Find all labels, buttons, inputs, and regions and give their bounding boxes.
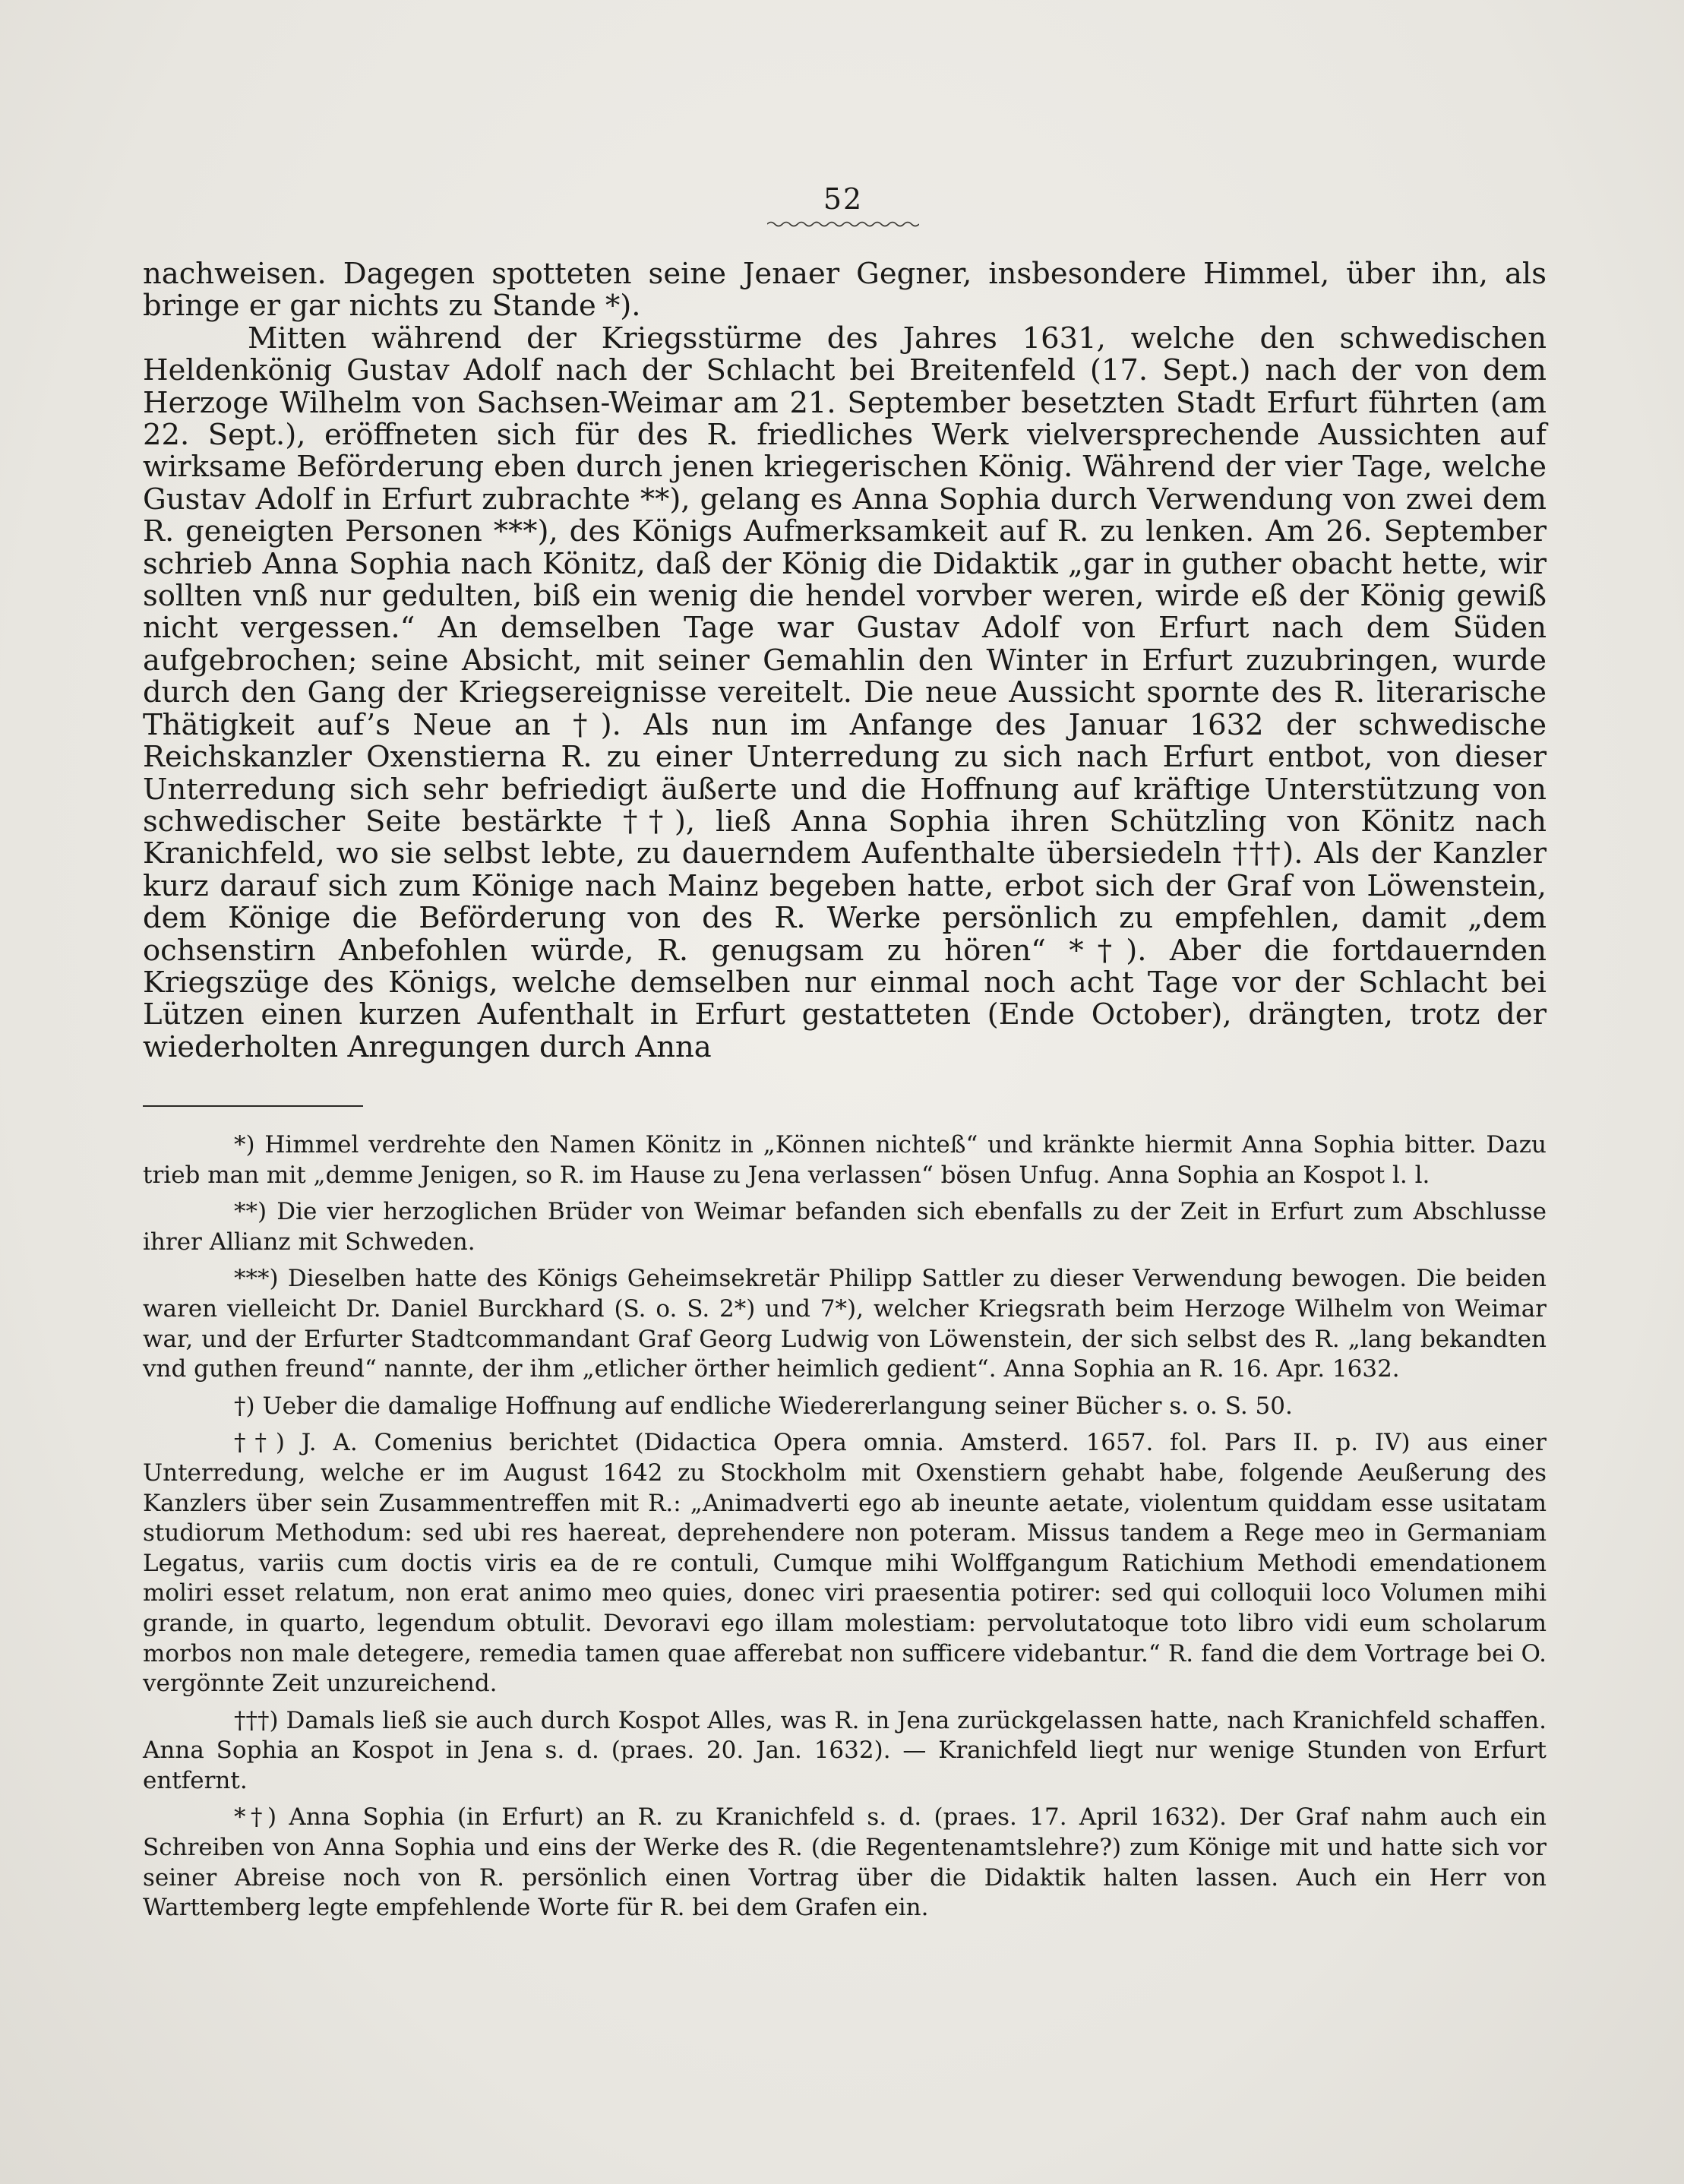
page-number-ornament xyxy=(767,220,919,228)
footnote-4: †) Ueber die damalige Hoffnung auf endliche Wiedererlangung seiner Bücher s. o. S. 50. xyxy=(234,1392,1293,1420)
paragraph-gustav-adolf: Mitten während der Kriegsstürme des Jahres 1631, welche den schwedischen Heldenkönig Gustav Adolf nach der Schlacht bei Breitenfeld (17. Sept.) nach der von dem Herzoge Wilhelm von Sachsen-Weimar am 21. September besetzten Stadt Erfurt führten (am 22. Sept.), eröffneten sich für des R. friedliches Werk vielversprechende Aussichten auf wirksame Beförderung eben durch jenen kriegerischen König. Während der vier Tage, welche Gustav Adolf in Erfurt zubrachte **), gelang es Anna Sophia durch Verwendung von zwei dem R. geneigten Personen ***), des Königs Aufmerksamkeit auf R. zu lenken. Am 26. September schrieb Anna Sophia nach Könitz, daß der König die Didaktik „gar in guther obacht hette, wir sollten vnß nur gedulten, biß ein wenig die hendel vorvber weren, wirde eß der König gewiß nicht vergessen.“ An demselben Tage war Gustav Adolf von Erfurt nach dem Süden aufgebrochen; seine Absicht, mit seiner Gemahlin den Winter in Erfurt zuzubringen, wurde durch den Gang der Kriegsereignisse vereitelt. Die neue Aussicht spornte des R. literarische Thätigkeit auf’s Neue an †). Als nun im Anfange des Januar 1632 der schwedische Reichskanzler Oxenstierna R. zu einer Unterredung zu sich nach Erfurt entbot, von dieser Unterredung sich sehr befriedigt äußerte und die Hoffnung auf kräftige Unterstützung von schwedischer Seite bestärkte ††), ließ Anna Sophia ihren Schützling von Könitz nach Kranichfeld, wo sie selbst lebte, zu dauerndem Aufenthalte übersiedeln †††). Als der Kanzler kurz darauf sich zum Könige nach Mainz begeben hatte, erbot sich der Graf von Löwenstein, dem Könige die Beförderung von des R. Werke persönlich zu empfehlen, damit „dem ochsenstirn Anbefohlen würde, R. genugsam zu hören“ *†). Aber die fortdauernden Kriegszüge des Königs, welche demselben nur einmal noch acht Tage vor der Schlacht bei Lützen einen kurzen Aufenthalt in Erfurt gestatteten (Ende October), drängten, trotz der wiederholten Anregungen durch Anna xyxy=(143,321,1547,1064)
footnotes xyxy=(143,1130,1547,1923)
footnote-5: ††) J. A. Comenius berichtet (Didactica Opera omnia. Amsterd. 1657. fol. Pars II. p. IV) aus einer Unterredung, welche er im August 1642 zu Stockholm mit Oxenstiern gehabt habe, folgende Aeußerung des Kanzlers über sein Zusammentreffen mit R.: „Animadverti ego ab ineunte aetate, violentum quiddam esse usitatam studiorum Methodum: sed ubi res haereat, deprehendere non poteram. Missus tandem a Rege meo in Germaniam Legatus, variis cum doctis viris ea de re contuli, Cumque mihi Wolffgangum Ratichium Methodi emendationem moliri esset relatum, non erat animo meo quies, donec viri praesentia potirer: sed qui colloquii loco Volumen mihi grande, in quarto, legendum obtulit. Devoravi ego illam molestiam: pervolutatoque toto libro vidi eum scholarum morbos non male detegere, remedia tamen quae afferebat non sufficere videbantur.“ R. fand die dem Vortrage bei O. vergönnte Zeit unzureichend. xyxy=(143,1429,1547,1698)
page-number: 52 xyxy=(823,182,864,216)
footnote-1: *) Himmel verdrehte den Namen Könitz in „Können nichteß“ und kränkte hiermit Anna Sophia bitter. Dazu trieb man mit „demme Jenigen, so R. im Hause zu Jena verlassen“ bösen Unfug. Anna Sophia an Kospot l. l. xyxy=(143,1131,1547,1189)
main-text xyxy=(143,258,1547,1064)
footnote-3: ***) Dieselben hatte des Königs Geheimsekretär Philipp Sattler zu dieser Verwendung bewogen. Die beiden waren vielleicht Dr. Daniel Burckhard (S. o. S. 2*) und 7*), welcher Kriegsrath beim Herzoge Wilhelm von Weimar war, und der Erfurter Stadtcommandant Graf Georg Ludwig von Löwenstein, der sich selbst des R. „lang bekandten vnd guthen freund“ nannte, der ihm „etlicher örther heimlich gedient“. Anna Sophia an R. 16. Apr. 1632. xyxy=(143,1265,1547,1383)
footnote-2: **) Die vier herzoglichen Brüder von Weimar befanden sich ebenfalls zu der Zeit in Erfurt zum Abschlusse ihrer Allianz mit Schweden. xyxy=(143,1198,1547,1256)
footnote-separator-rule xyxy=(143,1105,363,1107)
paragraph-continuation: nachweisen. Dagegen spotteten seine Jenaer Gegner, insbesondere Himmel, über ihn, als bringe er gar nichts zu Stande *). xyxy=(143,257,1547,324)
footnote-6: †††) Damals ließ sie auch durch Kospot Alles, was R. in Jena zurückgelassen hatte, nach Kranichfeld schaffen. Anna Sophia an Kospot in Jena s. d. (praes. 20. Jan. 1632). — Kranichfeld liegt nur wenige Stunden von Erfurt entfernt. xyxy=(143,1706,1547,1794)
footnote-7: *†) Anna Sophia (in Erfurt) an R. zu Kranichfeld s. d. (praes. 17. April 1632). Der Graf nahm auch ein Schreiben von Anna Sophia und eins der Werke des R. (die Regentenamtslehre?) zum Könige mit und hatte sich vor seiner Abreise noch von R. persönlich einen Vortrag über die Didaktik halten lassen. Auch ein Herr von Warttemberg legte empfehlende Worte für R. bei dem Grafen ein. xyxy=(143,1803,1547,1922)
